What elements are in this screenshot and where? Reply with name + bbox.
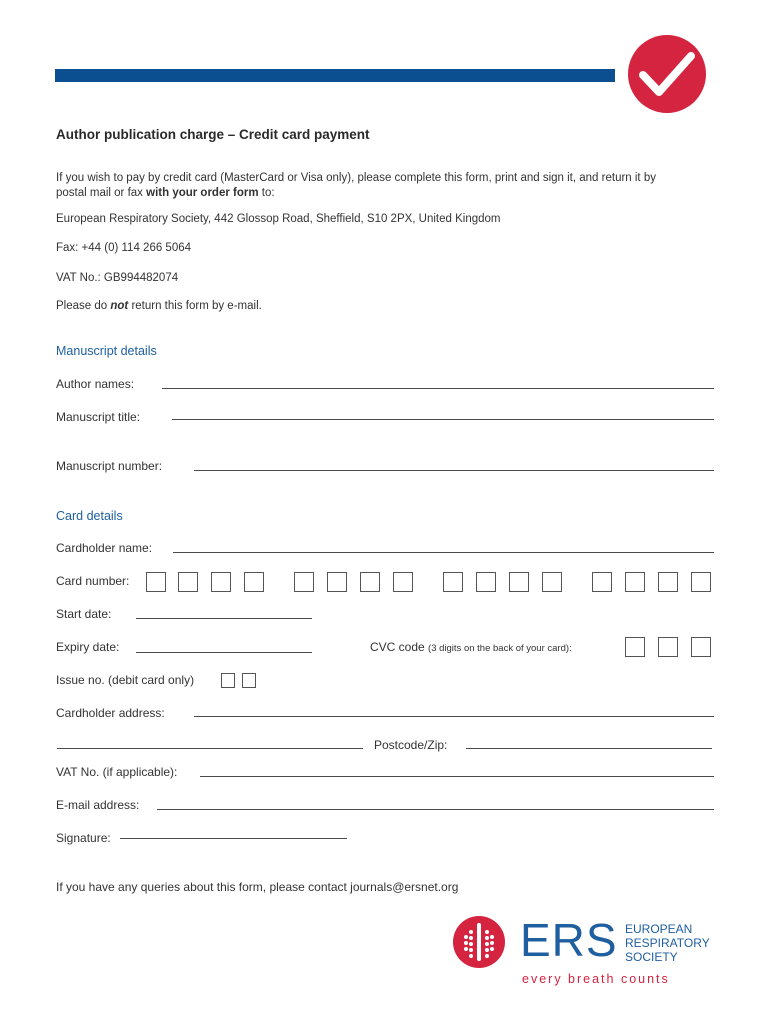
author-names-label: Author names: (56, 377, 135, 391)
vat-text: VAT No.: GB994482074 (56, 272, 179, 284)
email-address-field[interactable] (157, 809, 714, 810)
cardholder-address-line-2[interactable] (57, 748, 363, 749)
card-digit-box[interactable] (476, 572, 496, 592)
cvc-digit-box[interactable] (625, 637, 645, 657)
card-digit-box[interactable] (542, 572, 562, 592)
email-warning-bold: not (110, 300, 129, 312)
card-digit-box[interactable] (443, 572, 463, 592)
expiry-date-label: Expiry date: (56, 640, 120, 654)
card-digit-box[interactable] (360, 572, 380, 592)
email-address-label: E-mail address: (56, 798, 140, 812)
manuscript-title-field[interactable] (172, 419, 714, 420)
cvc-digit-box[interactable] (658, 637, 678, 657)
ers-logo (452, 915, 722, 990)
card-digit-box[interactable] (691, 572, 711, 592)
cvc-hint: (3 digits on the back of your card): (428, 643, 572, 654)
cardholder-address-label: Cardholder address: (56, 706, 165, 720)
lungs-logo-icon (452, 915, 506, 969)
ers-name-line-3: SOCIETY (625, 950, 678, 964)
email-warning-text-end: return this form by e-mail. (128, 300, 262, 312)
cardholder-address-field[interactable] (194, 716, 714, 717)
card-digit-box[interactable] (178, 572, 198, 592)
card-digit-box[interactable] (509, 572, 529, 592)
card-digit-box[interactable] (294, 572, 314, 592)
contact-text: If you have any queries about this form, please contact journals@ersnet.org (56, 880, 459, 894)
expiry-date-field[interactable] (136, 652, 312, 653)
manuscript-title-label: Manuscript title: (56, 410, 141, 424)
ers-tagline: every breath counts (522, 972, 670, 986)
cvc-label (370, 640, 572, 654)
page-title: Author publication charge – Credit card payment (56, 127, 370, 142)
intro-bold-text: with your order form (146, 187, 259, 199)
ers-full-name (625, 922, 710, 964)
postcode-label: Postcode/Zip: (374, 738, 448, 752)
issue-no-label: Issue no. (debit card only) (56, 673, 195, 687)
email-warning (56, 299, 262, 314)
start-date-label: Start date: (56, 607, 112, 621)
card-digit-box[interactable] (244, 572, 264, 592)
intro-line-1: If you wish to pay by credit card (MasterCard or Visa only), please complete this form, print and sign it, and return it by (56, 172, 656, 184)
ers-name-line-2: RESPIRATORY (625, 936, 710, 950)
issue-no-box[interactable] (221, 673, 235, 688)
vat-no-label: VAT No. (if applicable): (56, 765, 178, 779)
author-names-field[interactable] (162, 388, 714, 389)
signature-label: Signature: (56, 831, 111, 845)
checkmark-badge-icon (627, 34, 707, 114)
start-date-field[interactable] (136, 618, 312, 619)
cardholder-name-label: Cardholder name: (56, 541, 153, 555)
cvc-digit-box[interactable] (691, 637, 711, 657)
intro-text: postal mail or fax (56, 187, 147, 199)
postcode-field[interactable] (466, 748, 712, 749)
intro-text-end: to: (258, 187, 275, 199)
ers-name-line-1: EUROPEAN (625, 922, 693, 936)
email-warning-text: Please do (56, 300, 111, 312)
manuscript-number-label: Manuscript number: (56, 459, 163, 473)
vat-no-field[interactable] (200, 776, 714, 777)
card-heading: Card details (56, 509, 123, 523)
fax-text: Fax: +44 (0) 114 266 5064 (56, 242, 192, 254)
intro-line-2 (56, 186, 656, 201)
ers-acronym: ERS (520, 914, 618, 966)
card-digit-box[interactable] (146, 572, 166, 592)
card-digit-box[interactable] (592, 572, 612, 592)
issue-no-box[interactable] (242, 673, 256, 688)
card-digit-box[interactable] (658, 572, 678, 592)
intro-paragraph (56, 171, 656, 201)
cvc-label-text: CVC code (370, 640, 425, 654)
manuscript-number-field[interactable] (194, 470, 714, 471)
manuscript-heading: Manuscript details (56, 344, 157, 358)
signature-field[interactable] (120, 838, 347, 839)
card-digit-box[interactable] (393, 572, 413, 592)
card-number-label: Card number: (56, 574, 130, 588)
card-digit-box[interactable] (625, 572, 645, 592)
card-digit-box[interactable] (211, 572, 231, 592)
card-digit-box[interactable] (327, 572, 347, 592)
cardholder-name-field[interactable] (173, 552, 714, 553)
header-bar (55, 69, 615, 82)
address-text: European Respiratory Society, 442 Glossop Road, Sheffield, S10 2PX, United Kingdom (56, 213, 501, 225)
